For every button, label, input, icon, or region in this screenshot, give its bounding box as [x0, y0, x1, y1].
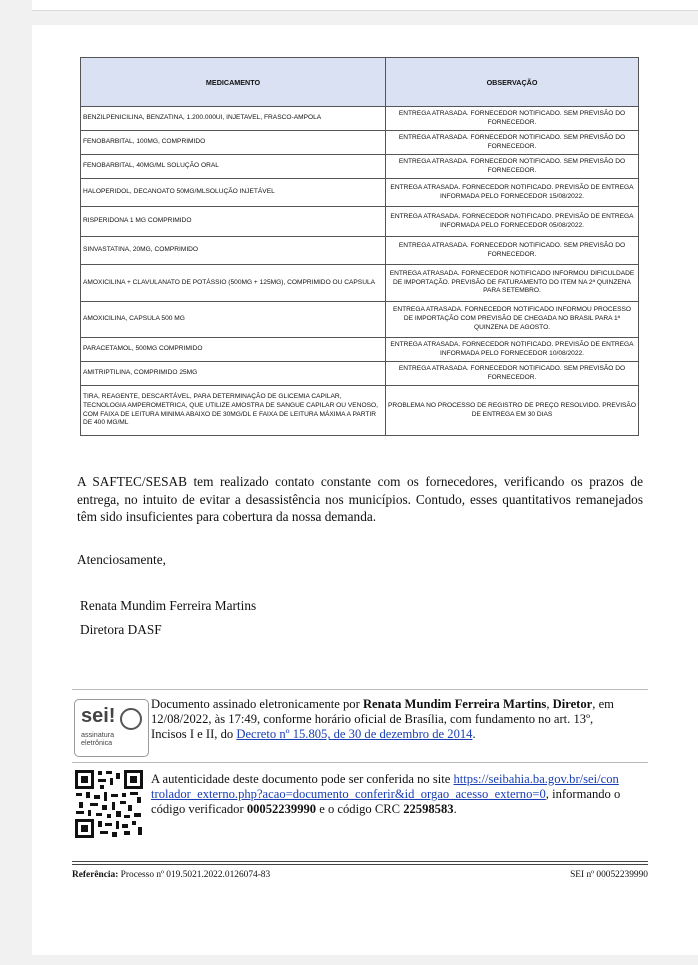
closing-text: Atenciosamente, — [77, 552, 166, 567]
table-row — [81, 338, 639, 362]
signature-role: Diretor — [552, 697, 593, 711]
observation-cell: ENTREGA ATRASADA. FORNECEDOR NOTIFICADO. SEM PREVISÃO DO FORNECEDOR. — [386, 155, 639, 179]
auth-divider — [72, 762, 648, 763]
medication-cell: SINVASTATINA, 20MG, COMPRIMIDO — [81, 237, 386, 265]
document-footer — [72, 870, 648, 880]
observation-cell: ENTREGA ATRASADA. FORNECEDOR NOTIFICADO. SEM PREVISÃO DO FORNECEDOR. — [386, 362, 639, 386]
medication-cell: RISPERIDONA 1 MG COMPRIMIDO — [81, 207, 386, 237]
table-header-row — [81, 58, 639, 107]
medication-cell: FENOBARBITAL, 40MG/ML SOLUÇÃO ORAL — [81, 155, 386, 179]
table-row — [81, 302, 639, 338]
observation-cell: ENTREGA ATRASADA. FORNECEDOR NOTIFICADO INFORMOU DIFICULDADE DE IMPORTAÇÃO. PREVISÃO DE FATURAMENTO DO ITEM NA 2ª QUINZENA PARA SETEMBRO. — [386, 265, 639, 302]
sei-logo-caption-line1: assinatura — [81, 730, 115, 739]
pen-icon — [120, 708, 142, 730]
reference-label: Referência: — [72, 870, 119, 880]
sei-number: SEI nº 00052239990 — [570, 870, 648, 880]
observation-cell: ENTREGA ATRASADA. FORNECEDOR NOTIFICADO. SEM PREVISÃO DO FORNECEDOR. — [386, 107, 639, 131]
medication-cell: AMITRIPTILINA, COMPRIMIDO 25MG — [81, 362, 386, 386]
reference-value: Processo nº 019.5021.2022.0126074-83 — [118, 870, 271, 880]
document-page — [32, 25, 698, 955]
sei-logo-caption — [81, 731, 114, 747]
observation-cell: ENTREGA ATRASADA. FORNECEDOR NOTIFICADO INFORMOU PROCESSO DE IMPORTAÇÃO COM PREVISÃO DE CHEGADA NO BRASIL PARA 1ª QUINZENA DE AGOSTO. — [386, 302, 639, 338]
table-row — [81, 107, 639, 131]
table-row — [81, 362, 639, 386]
footer-divider-bottom — [72, 864, 648, 865]
table-row — [81, 179, 639, 207]
observation-cell: ENTREGA ATRASADA. FORNECEDOR NOTIFICADO. PREVISÃO DE ENTREGA INFORMADA PELO FORNECEDOR 15/08/2022. — [386, 179, 639, 207]
medication-cell: BENZILPENICILINA, BENZATINA, 1.200.000UI, INJETAVEL, FRASCO-AMPOLA — [81, 107, 386, 131]
medication-cell: HALOPERIDOL, DECANOATO 50MG/MLSOLUÇÃO INJETÁVEL — [81, 179, 386, 207]
table-row — [81, 265, 639, 302]
table-row — [81, 386, 639, 436]
header-medicamento: MEDICAMENTO — [81, 58, 386, 107]
table-row — [81, 237, 639, 265]
sei-logo-caption-line2: eletrônica — [81, 738, 113, 747]
verification-code: 00052239990 — [246, 802, 317, 817]
observation-cell: ENTREGA ATRASADA. FORNECEDOR NOTIFICADO. SEM PREVISÃO DO FORNECEDOR. — [386, 131, 639, 155]
medication-cell: AMOXICILINA, CAPSULA 500 MG — [81, 302, 386, 338]
medication-cell: AMOXICILINA + CLAVULANATO DE POTÁSSIO (500MG + 125MG), COMPRIMIDO OU CAPSULA — [81, 265, 386, 302]
verification-link[interactable]: https://seibahia.ba.gov.br/sei/controlador_externo.php?acao=documento_conferir&id_orgao_acesso_externo=0 — [151, 772, 619, 802]
crc-code: 22598583 — [403, 802, 454, 817]
sei-signature-logo — [74, 699, 149, 757]
table-row — [81, 131, 639, 155]
sei-logo-word: sei! — [81, 705, 116, 727]
medication-cell: FENOBARBITAL, 100MG, COMPRIMIDO — [81, 131, 386, 155]
signer-role: Diretora DASF — [80, 622, 162, 637]
signature-divider — [72, 689, 648, 690]
authenticity-text: A autenticidade deste documento pode ser conferida no site https://seibahia.ba.gov.br/sei/controlador_externo.php?acao=documento_conferir&id_orgao_acesso_externo=0, informando o código verificador 00052239990 e o código CRC 22598583. — [151, 772, 621, 817]
header-observacao: OBSERVAÇÃO — [386, 58, 639, 107]
signer-name: Renata Mundim Ferreira Martins — [80, 598, 257, 613]
electronic-signature-text: Documento assinado eletronicamente por Renata Mundim Ferreira Martins, Diretor, em 12/08/2022, às 17:49, conforme horário oficial de Brasília, com fundamento no art. 13º, Incisos I e II, do Decreto nº 15.805, de 30 de dezembro de 2014. — [151, 697, 614, 742]
qr-code-icon — [74, 769, 144, 839]
observation-cell: ENTREGA ATRASADA. FORNECEDOR NOTIFICADO. SEM PREVISÃO DO FORNECEDOR. — [386, 237, 639, 265]
table-row — [81, 155, 639, 179]
body-paragraph: A SAFTEC/SESAB tem realizado contato constante com os fornecedores, verificando os prazos de entrega, no intuito de evitar a desassistência nos municípios. Contudo, esses quantitativos remanejados têm sido insuficientes para cobertura da nossa demanda. — [77, 474, 643, 524]
signature-name: Renata Mundim Ferreira Martins — [362, 697, 547, 711]
previous-page-edge — [32, 0, 698, 11]
observation-cell: PROBLEMA NO PROCESSO DE REGISTRO DE PREÇO RESOLVIDO. PREVISÃO DE ENTREGA EM 30 DIAS — [386, 386, 639, 436]
medication-cell: TIRA, REAGENTE, DESCARTÁVEL, PARA DETERMINAÇÃO DE GLICEMIA CAPILAR, TECNOLOGIA AMPEROMETRICA, QUE UTILIZE AMOSTRA DE SANGUE CAPILAR OU VENOSO, COM FAIXA DE LEITURA MINIMA ABAIXO DE 30MG/DL E FAIXA DE LEITURA MÁXIMA A PARTIR DE 400 MG/ML — [81, 386, 386, 436]
observation-cell: ENTREGA ATRASADA. FORNECEDOR NOTIFICADO. PREVISÃO DE ENTREGA INFORMADA PELO FORNECEDOR 05/08/2022. — [386, 207, 639, 237]
footer-divider-top — [72, 861, 648, 862]
observation-cell: ENTREGA ATRASADA. FORNECEDOR NOTIFICADO. PREVISÃO DE ENTREGA INFORMADA PELO FORNECEDOR 10/08/2022. — [386, 338, 639, 362]
table-row — [81, 207, 639, 237]
medication-table — [80, 57, 639, 436]
decree-link[interactable]: Decreto nº 15.805, de 30 de dezembro de 2014 — [236, 727, 473, 742]
medication-cell: PARACETAMOL, 500MG COMPRIMIDO — [81, 338, 386, 362]
